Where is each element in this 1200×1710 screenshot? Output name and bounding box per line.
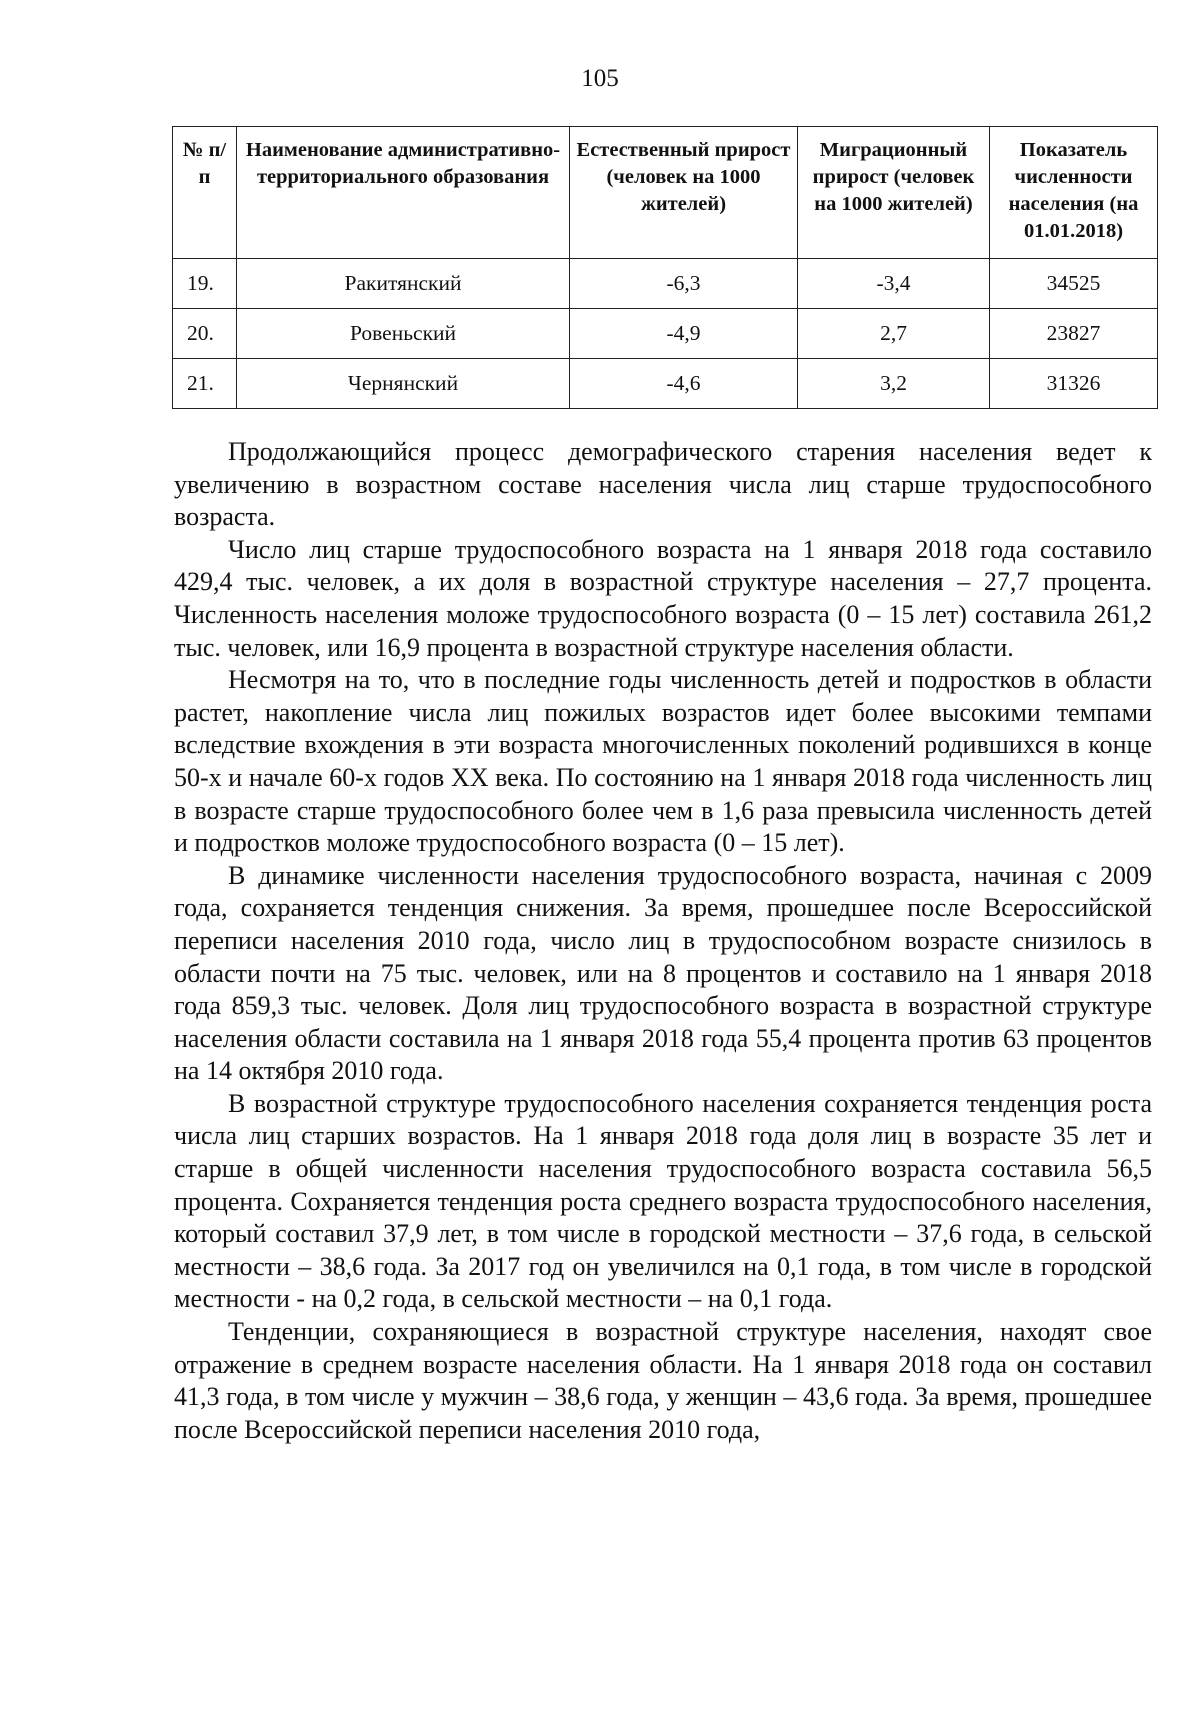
row-natural-growth: -4,6 bbox=[570, 359, 798, 409]
table-row bbox=[173, 309, 1158, 359]
row-migration-growth: 2,7 bbox=[798, 309, 990, 359]
header-natural-growth: Естественный прирост (человек на 1000 жителей) bbox=[570, 127, 798, 259]
row-territory: Ровеньский bbox=[237, 309, 570, 359]
row-migration-growth: -3,4 bbox=[798, 259, 990, 309]
row-migration-growth: 3,2 bbox=[798, 359, 990, 409]
row-territory: Чернянский bbox=[237, 359, 570, 409]
paragraph: Продолжающийся процесс демографического старения населения ведет к увеличению в возрастном составе населения числа лиц старше трудоспособного возраста. bbox=[174, 437, 1152, 532]
row-population: 23827 bbox=[990, 309, 1158, 359]
row-natural-growth: -6,3 bbox=[570, 259, 798, 309]
header-population: Показатель численности населения (на 01.01.2018) bbox=[990, 127, 1158, 259]
body-text bbox=[174, 436, 1152, 1446]
demographics-table bbox=[172, 126, 1158, 409]
header-number: № п/п bbox=[173, 127, 237, 259]
paragraph: В динамике численности населения трудоспособного возраста, начиная с 2009 года, сохраняется тенденция снижения. За время, прошедшее после Всероссийской переписи населения 2010 года, число лиц в трудоспособном возрасте снизилось в области почти на 75 тыс. человек, или на 8 процентов и составило на 1 января 2018 года 859,3 тыс. человек. Доля лиц трудоспособного возраста в возрастной структуре населения области составила на 1 января 2018 года 55,4 процента против 63 процентов на 14 октября 2010 года. bbox=[174, 860, 1152, 1086]
paragraph: Несмотря на то, что в последние годы численность детей и подростков в области растет, накопление числа лиц пожилых возрастов идет более высокими темпами вследствие вхождения в эти возраста многочисленных поколений родившихся в конце 50-х и начале 60-х годов XX века. По состоянию на 1 января 2018 года численность лиц в возрасте старше трудоспособного более чем в 1,6 раза превысила численность детей и подростков моложе трудоспособного возраста (0 – 15 лет). bbox=[174, 665, 1152, 858]
row-natural-growth: -4,9 bbox=[570, 309, 798, 359]
row-territory: Ракитянский bbox=[237, 259, 570, 309]
page-number: 105 bbox=[581, 65, 619, 92]
paragraph: Тенденции, сохраняющиеся в возрастной структуре населения, находят свое отражение в среднем возрасте населения области. На 1 января 2018 года он составил 41,3 года, в том числе у мужчин – 38,6 года, у женщин – 43,6 года. За время, прошедшее после Всероссийской переписи населения 2010 года, bbox=[174, 1317, 1152, 1444]
row-number: 21. bbox=[173, 359, 237, 409]
row-number: 20. bbox=[173, 309, 237, 359]
paragraph: Число лиц старше трудоспособного возраста на 1 января 2018 года составило 429,4 тыс. человек, а их доля в возрастной структуре населения – 27,7 процента. Численность населения моложе трудоспособного возраста (0 – 15 лет) составила 261,2 тыс. человек, или 16,9 процента в возрастной структуре населения области. bbox=[174, 534, 1152, 662]
table-row bbox=[173, 259, 1158, 309]
paragraph: В возрастной структуре трудоспособного населения сохраняется тенденция роста числа лиц старших возрастов. На 1 января 2018 года доля лиц в возрасте 35 лет и старше в общей численности населения трудоспособного возраста составила 56,5 процента. Сохраняется тенденция роста среднего возраста трудоспособного населения, который составил 37,9 лет, в том числе в городской местности – 37,6 года, в сельской местности – 38,6 года. За 2017 год он увеличился на 0,1 года, в том числе в городской местности - на 0,2 года, в сельской местности – на 0,1 года. bbox=[174, 1088, 1152, 1314]
row-population: 31326 bbox=[990, 359, 1158, 409]
row-number: 19. bbox=[173, 259, 237, 309]
table-row bbox=[173, 359, 1158, 409]
row-population: 34525 bbox=[990, 259, 1158, 309]
header-territory-name: Наименование административно-территориального образования bbox=[237, 127, 570, 259]
table-header-row bbox=[173, 127, 1158, 259]
header-migration-growth: Миграционный прирост (человек на 1000 жителей) bbox=[798, 127, 990, 259]
